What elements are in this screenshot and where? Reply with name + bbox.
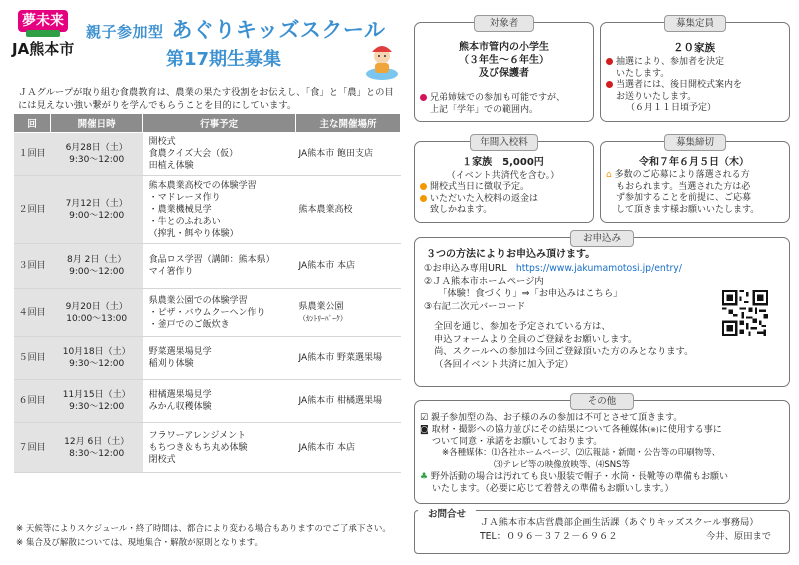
bullet-icon <box>420 195 427 202</box>
apply-note-line: （各回イベント共済に加入予定） <box>434 358 574 370</box>
target-note <box>420 93 592 116</box>
time-text: 9:00～12:00 <box>69 210 125 221</box>
row-events <box>143 133 296 176</box>
target-line: （３年生～６年生） <box>459 55 549 66</box>
date-text: 6月28日（土） <box>65 143 128 153</box>
date-text: 7月12日（土） <box>65 198 128 209</box>
date-text: 10月18日（土） <box>62 347 131 357</box>
logo-leaf-bar <box>26 30 60 37</box>
bullet-icon <box>420 183 427 190</box>
other-notes <box>420 413 786 496</box>
logo-mark: 夢未来 <box>18 10 68 32</box>
event-line: 柑橘選果場見学 <box>148 390 212 400</box>
event-line: ・農業機械見学 <box>148 204 212 215</box>
place-line: 県農業公園 <box>298 301 344 312</box>
time-text: 9:00～12:00 <box>69 267 125 277</box>
row-place: JA熊本市 野菜選果場 <box>296 337 401 380</box>
row-date <box>51 289 143 337</box>
table-row <box>14 423 401 473</box>
event-line: もちつき＆もち丸め体験 <box>148 442 248 453</box>
row-events <box>143 176 296 244</box>
method-3: ③右記二次元バーコード <box>424 300 526 312</box>
target-line: 及び保護者 <box>479 68 529 79</box>
time-text: 10:00～13:00 <box>66 313 128 324</box>
event-line: ・釜戸でのご飯炊き <box>148 319 230 330</box>
event-line: （搾乳・餌やり体験） <box>148 228 239 239</box>
other-line: 野外活動の場合は汚れても良い服装で帽子・水筒・長靴等の準備もお願い <box>430 471 728 482</box>
row-date <box>51 244 143 289</box>
time-text: 8:30～12:00 <box>69 448 125 459</box>
row-place: JA熊本市 柑橘選果場 <box>296 380 401 423</box>
date-text: 12月 6日（土） <box>64 436 130 447</box>
other-line: ⑶テレビ等の映像放映等、⑷SNS等 <box>494 460 630 471</box>
capacity-line: 抽選により、参加者を決定 <box>616 57 725 67</box>
row-no: ６回目 <box>14 380 51 423</box>
schedule-table <box>13 113 401 473</box>
fee-line: 開校式当日に徴収予定。 <box>430 182 530 192</box>
row-no: ４回目 <box>14 289 51 337</box>
apply-heading: ３つの方法によりお申込み頂けます。 <box>426 249 596 260</box>
other-line: いたします。（必要に応じて着替えの準備もお願いします。） <box>432 483 674 494</box>
capacity-line: 当選者には、後日開校式案内を <box>616 80 743 90</box>
target-line: 熊本市管内の小学生 <box>459 42 549 53</box>
apply-url-link[interactable]: https://www.jakumamotosi.jp/entry/ <box>515 263 682 274</box>
page-title <box>86 14 386 44</box>
other-line: 取材・撮影への協力並びにその結果について各種媒体 <box>431 424 648 435</box>
house-icon: ⌂ <box>606 170 612 180</box>
capacity-line: いたします。 <box>616 68 670 79</box>
fee-line: いただいた入校料の返金は <box>430 193 539 204</box>
row-events <box>143 337 296 380</box>
deadline-notes <box>606 170 788 216</box>
deadline-date: 令和７年６月５日（木） <box>639 157 749 168</box>
capacity-line: （６月１１日頃予定） <box>626 103 717 113</box>
event-line: ・牛とのふれあい <box>148 216 221 227</box>
row-events <box>143 289 296 337</box>
row-date <box>51 423 143 473</box>
row-no: ２回目 <box>14 176 51 244</box>
deadline-line: もおられます。当選された方は必 <box>616 181 751 192</box>
method-1-label: ①お申込み専用URL <box>424 263 507 274</box>
table-row <box>14 176 401 244</box>
date-text: 9月20日（土） <box>65 301 128 312</box>
title-main: あぐりキッズスクール <box>171 18 386 42</box>
row-date <box>51 337 143 380</box>
capacity-notes <box>606 57 788 115</box>
contact-tel: TEL：０９６－３７２－６９６２ <box>480 531 618 542</box>
kid-illustration-icon <box>362 38 402 82</box>
other-line: ついて同意・承諾をお願いしております。 <box>432 436 603 447</box>
row-no: １回目 <box>14 133 51 176</box>
apply-notes <box>434 321 754 371</box>
event-line: 野菜選果場見学 <box>148 347 212 357</box>
note-line: ※ 天候等によりスケジュール・終了時間は、都合により変わる場合もありますのでご了承下さい。 <box>16 524 391 534</box>
contact-tab: お問合せ <box>418 507 476 522</box>
table-row <box>14 133 401 176</box>
row-no: ５回目 <box>14 337 51 380</box>
row-place: JA熊本市 飽田支店 <box>296 133 401 176</box>
event-line: 開校式 <box>148 137 176 147</box>
method-2-path: 「体験！食づくり」⇒「お申込みはこちら」 <box>438 288 623 299</box>
target-note-line: 兄弟姉妹での参加も可能ですが、 <box>430 93 566 103</box>
fee-line: 致しかねます。 <box>430 205 493 215</box>
logo-text: JA熊本市 <box>12 40 75 58</box>
row-date <box>51 133 143 176</box>
contact-person: 今井、原田まで <box>706 531 772 542</box>
method-2: ②ＪＡ熊本市ホームページ内 <box>424 275 544 287</box>
target-tab: 対象者 <box>474 15 534 32</box>
event-line: ・マドレーヌ作り <box>148 192 221 203</box>
target-note-line: 上記「学年」での範囲内。 <box>430 104 539 115</box>
fee-amount-note: （イベント共済代を含む。） <box>446 171 560 181</box>
table-row <box>14 289 401 337</box>
note-line: ※ 集合及び解散については、現地集合・解散が原則となります。 <box>16 538 263 548</box>
time-text: 9:30～12:00 <box>69 155 125 165</box>
title-prefix: 親子参加型 <box>86 23 164 41</box>
row-place: JA熊本市 本店 <box>296 244 401 289</box>
row-events <box>143 244 296 289</box>
deadline-line: ず参加することを前提に、ご応募 <box>616 193 752 203</box>
event-line: 食農クイズ大会（仮） <box>148 149 239 159</box>
event-line: 食品ロス学習（講師：熊本県） <box>148 255 275 265</box>
deadline-line: 多数のご応募により落選される方 <box>614 170 750 180</box>
table-header-row <box>14 114 401 133</box>
other-line: に使用する事に <box>658 424 722 435</box>
row-no: ３回目 <box>14 244 51 289</box>
row-place: 熊本農業高校 <box>296 176 401 244</box>
bullet-icon <box>606 58 613 65</box>
deadline-line: して頂きます様お願いいたします。 <box>616 204 760 215</box>
apply-tab: お申込み <box>570 230 634 247</box>
other-line: 親子参加型の為、お子様のみの参加は不可とさせて頂きます。 <box>430 413 683 423</box>
date-text: 8月 2日（土） <box>67 255 127 265</box>
camera-icon: ◙ <box>420 424 429 435</box>
capacity-tab: 募集定員 <box>664 15 726 32</box>
apply-methods <box>424 263 724 313</box>
target-main <box>416 41 592 80</box>
event-line: マイ箸作り <box>148 267 194 277</box>
event-line: フラワーアレンジメント <box>148 430 247 441</box>
row-place: JA熊本市 本店 <box>296 423 401 473</box>
bullet-icon <box>420 94 427 101</box>
bullet-icon <box>606 81 613 88</box>
row-place <box>296 289 401 337</box>
fee-tab: 年間入校料 <box>470 134 538 151</box>
row-events <box>143 380 296 423</box>
event-line: みかん収穫体験 <box>148 402 212 412</box>
row-no: ７回目 <box>14 423 51 473</box>
ja-logo <box>12 10 78 56</box>
date-text: 11月15日（土） <box>62 390 131 400</box>
capacity-line: お送りいたします。 <box>616 91 697 102</box>
other-footnote-mark: (※) <box>647 425 659 434</box>
row-events <box>143 423 296 473</box>
place-line: （ｶﾝﾄﾘｰﾊﾟｰｸ） <box>298 313 348 323</box>
time-text: 9:30～12:00 <box>69 402 125 412</box>
contact-org: ＪＡ熊本市本店営農部企画生活課（あぐりキッズスクール事務局） <box>480 517 759 528</box>
other-tab: その他 <box>570 393 634 410</box>
apply-note-line: 全回を通じ、参加を予定されている方は、 <box>434 321 611 332</box>
row-date <box>51 380 143 423</box>
col-header-no: 回 <box>14 114 51 133</box>
table-row <box>14 244 401 289</box>
qr-code-icon[interactable] <box>722 290 768 336</box>
checkbox-icon: ☑ <box>420 413 429 423</box>
event-line: 熊本農業高校での体験学習 <box>148 180 257 191</box>
event-line: 稲刈り体験 <box>148 359 194 369</box>
deadline-tab: 募集締切 <box>664 134 726 151</box>
schedule-notes <box>16 522 391 550</box>
other-line: ※各種媒体：⑴各社ホームページ、⑵広報誌・新聞・公告等の印刷物等、 <box>442 448 721 459</box>
event-line: 田植え体験 <box>148 161 194 171</box>
page-subtitle: 第17期生募集 <box>166 49 282 70</box>
apply-note-line: 申込フォームより全員のご登録をお願いします。 <box>434 333 638 345</box>
intro-text: ＪＡグループが取り組む食農教育は、農業の果たす役割をお伝えし、「食」と「農」との目には見えない強い繋がりを学んでもらうことを目的にしています。 <box>18 87 394 111</box>
table-row <box>14 337 401 380</box>
table-row <box>14 380 401 423</box>
apply-note-line: 尚、スクールへの参加は今回ご登録頂いた方のみとなります。 <box>434 346 694 357</box>
col-header-events: 行事予定 <box>143 114 296 133</box>
time-text: 9:30～12:00 <box>69 359 125 369</box>
event-line: 県農業公園での体験学習 <box>148 295 248 306</box>
fee-amount: １家族 5,000円 <box>462 157 544 168</box>
clover-icon: ♣ <box>420 471 429 482</box>
row-date <box>51 176 143 244</box>
event-line: 閉校式 <box>148 454 176 465</box>
col-header-place: 主な開催場所 <box>296 114 401 133</box>
capacity-count: ２０家族 <box>673 42 715 54</box>
fee-notes <box>420 182 590 217</box>
event-line: ・ピザ・バウムクーヘン作り <box>148 307 266 318</box>
col-header-date: 開催日時 <box>51 114 143 133</box>
